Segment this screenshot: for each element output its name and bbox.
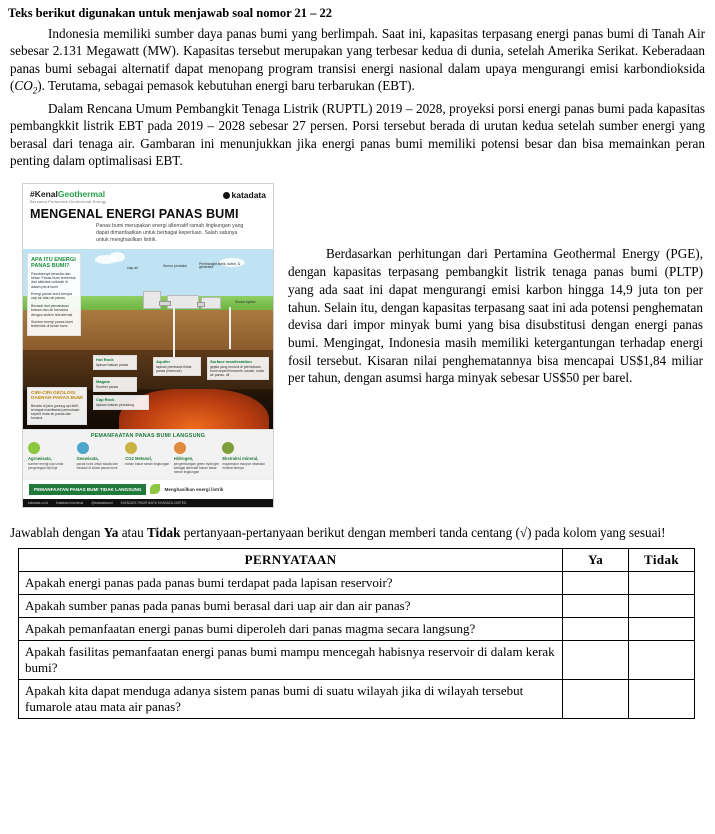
use-desc-1: panas bumi untuk wisata dan edukasi di lokasi panas bumi xyxy=(76,461,118,470)
rockbox-surface-text: gejala yang muncul di permukaan bumi seperti fumarole, kawah, mata air panas, dll xyxy=(210,364,264,377)
table-row xyxy=(19,594,695,617)
infographic-brand xyxy=(30,190,106,204)
co2-subscript: 2 xyxy=(32,85,38,96)
panel-item-1: Energi panas bumi berupa uap air atau air panas xyxy=(31,292,73,301)
instruction-bold-ya: Ya xyxy=(103,525,119,541)
brand-tagline: Bersama Pertamina Geothermal Energy xyxy=(30,199,107,205)
paragraph-1-text-b: ). Terutama, sebagai pemasok kebutuhan energi baru terbarukan (EBT). xyxy=(37,78,415,94)
panel-apa-itu-title: APA ITU ENERGI PANAS BUMI? xyxy=(31,256,76,270)
publisher-dot-icon xyxy=(223,192,230,199)
power-plant-illustration xyxy=(143,285,221,311)
use-desc-4: magnesium maupun ekstraksi mineral lainnya xyxy=(222,461,265,470)
infographic-figure xyxy=(22,183,274,508)
statement-2: Apakah pemanfaatan energi panas bumi diperoleh dari panas magma secara langsung? xyxy=(19,617,563,640)
rockbox-aquifer xyxy=(93,395,149,410)
infographic-bottom-bar xyxy=(23,499,273,507)
paragraph-1 xyxy=(10,25,705,98)
rockbox-hot-rock-title: Hot Rock xyxy=(96,356,114,362)
panel-ciri-geologi xyxy=(27,387,87,425)
use-name-0: Agrowisata, xyxy=(28,455,52,461)
rockbox-aquifer-title: Cap Rock xyxy=(96,396,115,402)
use-item-agrowisata xyxy=(28,442,74,474)
infographic-diagram xyxy=(23,249,273,429)
pipe-shape-1 xyxy=(159,301,171,306)
answer-ya-2[interactable] xyxy=(563,617,629,640)
uses-band-title: PEMANFAATAN PANAS BUMI LANGSUNG xyxy=(90,432,206,439)
statement-0: Apakah energi panas pada panas bumi terdapat pada lapisan reservoir? xyxy=(19,571,563,594)
panel-ciri-title: CIRI-CIRI GEOLOGI DAERAH PANAS BUMI xyxy=(31,390,83,402)
statement-1: Apakah sumber panas pada panas bumi berasal dari uap air dan air panas? xyxy=(19,594,563,617)
rockbox-surface-title: Surface manifestation xyxy=(210,358,252,364)
rockbox-magma-title: Magma xyxy=(96,378,110,384)
injection-well-shape xyxy=(229,307,231,349)
use-item-geowisata xyxy=(77,442,123,474)
paragraph-3: Berdasarkan perhitungan dari Pertamina Geothermal Energy (PGE), dengan kapasitas terpasang pembangkit listrik tenaga panas bumi (PLTP) yang ada saat ini dapat mengurangi emisi karbon hingga 14,9 juta ton per tahun. Selain itu, dengan kapasitas terpasang saat ini ada potensi penghematan devisa dari impor minyak bumi yang bisa disubstitusi dengan energi panas bumi. Mengingat, Indonesia masih memiliki ketergantungan terhadap energi fosil tersebut. Kisaran nilai penghematannya bisa mencapai US$1,84 miliar per tahun, dengan asumsi harga minyak sebesar US$50 per barel. xyxy=(288,246,703,386)
bottom-bar-item-2: @katadatacoid xyxy=(91,501,113,506)
rockbox-surface-manifestation xyxy=(207,357,269,380)
document-page xyxy=(0,6,715,834)
use-name-3: Hidrogen, xyxy=(173,455,194,461)
panel-item-2: Berasal dari pemanasan batuan dan air bersama dengan sistem hidrotermal xyxy=(31,303,73,317)
rockbox-hot-rock-text: lapisan batuan panas xyxy=(96,362,129,367)
header-ya: Ya xyxy=(563,548,629,571)
table-row xyxy=(19,571,695,594)
use-desc-3: pengembangan green hydrogen sebagai alternatif bahan bakar ramah lingkungan xyxy=(173,461,220,474)
use-item-co2-metanol xyxy=(125,442,171,474)
use-desc-2: bahan bakar ramah lingkungan xyxy=(125,461,170,466)
paragraph-1-text-a: Indonesia memiliki sumber daya panas bumi yang berlimpah. Saat ini, kapasitas terpasang energi panas bumi di Tanah Air sebesar 2.131 Megawatt (MW). Kapasitas tersebut merupakan yang terbesar kedua di dunia, setelah Amerika Serikat. Keberadaan panas bumi sebagai alternatif dapat menopang program transisi energi nasional dalam upaya mengurangi emisi karbondioksida ( xyxy=(10,26,705,94)
answer-ya-3[interactable] xyxy=(563,640,629,679)
rockbox-aquifer-text: lapisan batuan penudung xyxy=(96,402,135,407)
rockbox-cap-rock xyxy=(153,357,201,376)
use-name-1: Geowisata, xyxy=(76,455,99,461)
panel-ciri-text: Berada di jalur gunung api aktif, terdapat manifestasi permukaan seperti mata air panas dan fumarol xyxy=(31,403,80,421)
ekstraksi-mineral-icon xyxy=(222,442,234,454)
instruction-mid: atau xyxy=(118,525,147,541)
use-name-2: CO2 Metanol, xyxy=(125,455,152,461)
answer-ya-1[interactable] xyxy=(563,594,629,617)
label-uap-air: Uap air xyxy=(127,265,138,270)
pipe-shape-2 xyxy=(197,302,205,307)
co2-formula: CO xyxy=(14,78,33,94)
paragraph-2: Dalam Rencana Umum Pembangkit Tenaga Listrik (RUPTL) 2019 – 2028, proyeksi porsi energi panas bumi pada kapasitas pembangkkit listrik EBT pada 2019 – 2028 sebesar 27 persen. Porsi tersebut berada di urutan kedua setelah sumber energi yang berasal dari tenaga air. Gambaran ini menunjukkan jika energi panas bumi memiliki potensi besar dan bisa memainkan peran penting dalam optimalisasi EBT. xyxy=(10,100,705,169)
table-row xyxy=(19,640,695,679)
instruction-after: pertanyaan-pertanyaan berikut dengan memberi tanda centang (√) pada kolom yang sesuai! xyxy=(180,525,666,541)
uses-list xyxy=(28,442,268,474)
figure-and-text-block xyxy=(0,183,715,508)
brand-suffix: Geothermal xyxy=(57,189,106,200)
rockbox-magma xyxy=(93,377,137,392)
use-item-ekstraksi-mineral xyxy=(222,442,268,474)
cooling-tower-shape xyxy=(143,291,161,309)
leaf-icon xyxy=(150,484,160,494)
brand-prefix: #Kenal xyxy=(30,189,58,200)
rockbox-cap-rock-title: Aquifer xyxy=(156,358,170,364)
table-header-row xyxy=(19,548,695,571)
header-note: Teks berikut digunakan untuk menjawab soal nomor 21 – 22 xyxy=(8,6,333,20)
infographic-lead: Panas bumi merupakan energi alternatif ramah lingkungan yang dapat dimanfaatkan untuk berbagai keperluan. Salah satunya untuk menghasilkan listrik. xyxy=(96,223,244,243)
table-row xyxy=(19,617,695,640)
label-sumur-injeksi: Sumur injeksi xyxy=(235,299,256,304)
answer-tidak-0[interactable] xyxy=(629,571,695,594)
rockbox-magma-text: Sumber panas xyxy=(96,384,119,389)
use-name-4: Ekstraksi mineral, xyxy=(222,455,259,461)
rockbox-hot-rock xyxy=(93,355,137,370)
instruction-bold-tidak: Tidak xyxy=(146,525,181,541)
answer-ya-0[interactable] xyxy=(563,571,629,594)
cloud-shape-2 xyxy=(109,252,125,262)
infographic-header xyxy=(23,184,273,207)
infographic-uses-band xyxy=(23,429,273,479)
panel-item-0: Pasokannya tersedia dan besar. Panas bumi terbentuk dari aktivitas vulkanik di dalam perut bumi xyxy=(31,271,76,289)
panel-apa-itu xyxy=(27,253,81,336)
agrowisata-icon xyxy=(28,442,40,454)
infographic-card xyxy=(22,183,274,508)
instruction-before: Jawablah dengan xyxy=(10,525,104,541)
use-item-hidrogen xyxy=(174,442,220,474)
statements-table xyxy=(18,548,695,719)
bottom-bar-item-1: Katadata Indonesia xyxy=(55,501,84,506)
answer-tidak-3[interactable] xyxy=(629,640,695,679)
footer-badge: PEMANFAATAN PANAS BUMI TIDAK LANGSUNG xyxy=(29,484,146,495)
header-tidak: Tidak xyxy=(629,548,695,571)
turbine-building-shape xyxy=(167,295,199,309)
label-pembangkit: Pembangkit listrik, turbin, & generator xyxy=(199,261,241,270)
publisher-logo xyxy=(223,190,267,200)
bottom-bar-item-3: KATADATA TIMUR BARU KHANAZA LIMITED xyxy=(120,501,187,506)
panel-item-3: Sumber energi panas bumi terbentuk di kerak bumi xyxy=(31,319,74,329)
answer-tidak-4[interactable] xyxy=(629,679,695,718)
hidrogen-icon xyxy=(174,442,186,454)
use-desc-0: sumber energi uap untuk pengeringan biji kopi xyxy=(28,461,64,470)
label-sumur-produksi: Sumur produksi xyxy=(163,263,187,268)
rockbox-cap-rock-text: lapisan pembawa fluida panas (reservoir) xyxy=(156,364,192,373)
geowisata-icon xyxy=(77,442,89,454)
infographic-footer xyxy=(23,479,273,499)
answer-tidak-1[interactable] xyxy=(629,594,695,617)
header-pernyataan: PERNYATAAN xyxy=(19,548,563,571)
co2-metanol-icon xyxy=(125,442,137,454)
production-well-shape xyxy=(173,307,175,357)
statement-4: Apakah kita dapat menduga adanya sistem panas bumi di suatu wilayah jika di wilayah tersebut fumarole atau mata air panas? xyxy=(19,679,563,718)
bottom-bar-item-0: katadata.co.id xyxy=(28,501,48,506)
table-row xyxy=(19,679,695,718)
answer-ya-4[interactable] xyxy=(563,679,629,718)
infographic-title: MENGENAL ENERGI PANAS BUMI xyxy=(30,207,239,222)
instruction-text xyxy=(10,524,705,542)
publisher-name: katadata xyxy=(231,190,266,201)
answer-tidak-2[interactable] xyxy=(629,617,695,640)
footer-note: Menghasilkan energi listrik xyxy=(164,486,224,492)
statement-3: Apakah fasilitas pemanfaatan energi panas bumi mampu mencegah habisnya reservoir di dalam kerak bumi? xyxy=(19,640,563,679)
